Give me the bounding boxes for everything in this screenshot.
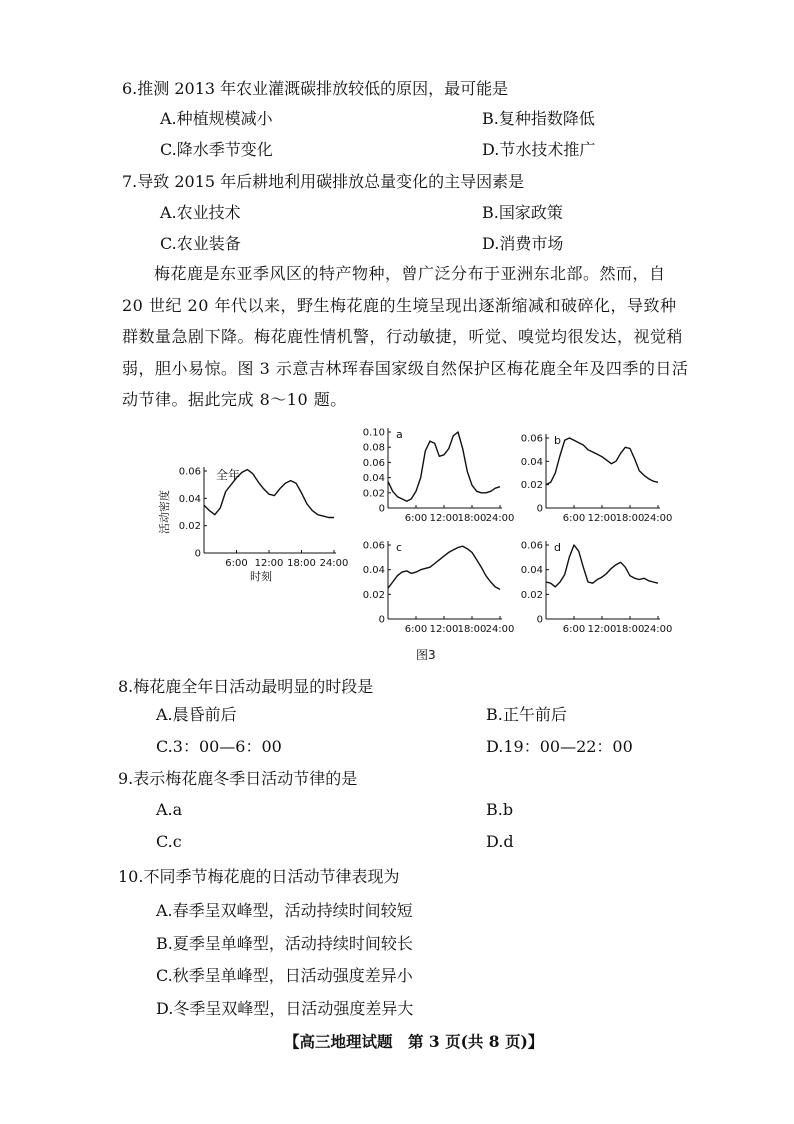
chart-annual-label: 全年 [216, 468, 241, 482]
chart-d-xtick-label: 6:00 [562, 624, 586, 635]
figure-3-charts [150, 420, 710, 650]
chart-a-label: a [396, 428, 403, 441]
chart-c-curve [388, 546, 500, 589]
chart-c-ytick-label: 0.04 [362, 565, 385, 577]
chart-b-curve [546, 438, 658, 485]
chart-annual-y-axis-title: 活动密度 [158, 490, 171, 534]
chart-c-ytick-label: 0.06 [362, 540, 385, 552]
q7-option-a[interactable]: A.农业技术 [160, 203, 241, 222]
chart-a-xtick-label: 24:00 [485, 513, 515, 524]
chart-d-curve [546, 545, 658, 587]
chart-d-ytick-label: 0.04 [520, 565, 543, 577]
chart-d-xtick-label: 12:00 [587, 624, 617, 635]
chart-annual-ytick-label: 0 [194, 548, 201, 560]
q10-stem: 10.不同季节梅花鹿的日活动节律表现为 [118, 867, 400, 886]
q10-option-c[interactable]: C.秋季呈单峰型，日活动强度差异小 [156, 966, 413, 985]
chart-b-ytick-label: 0.02 [520, 480, 543, 492]
chart-d-xtick-label: 24:00 [643, 624, 673, 635]
chart-a-ytick-label: 0.10 [362, 427, 385, 439]
passage-text: 梅花鹿是东亚季风区的特产物种，曾广泛分布于亚洲东北部。然而，自 20 世纪 20 年代以来，野生梅花鹿的生境呈现出逐渐缩减和破碎化，导致种群数量急剧下降。梅花鹿性情机警，行动敏捷，听觉、嗅觉均很发达，视觉稍弱，胆小易惊。图 3 示意吉林珲春国家级自然保护区梅花鹿全年及四季的日活动节律。据此完成 8～10 题。 [122, 264, 689, 409]
q9-option-c[interactable]: C.c [156, 832, 182, 851]
chart-b-xtick-label: 24:00 [643, 513, 673, 524]
q9-option-b[interactable]: B.b [486, 800, 514, 819]
chart-b-ytick-label: 0.04 [520, 456, 543, 468]
chart-c-xtick-label: 12:00 [429, 624, 459, 635]
chart-annual-xtick-label: 18:00 [287, 558, 316, 569]
q8-option-c[interactable]: C.3：00—6：00 [156, 737, 282, 756]
chart-a-ytick-label: 0.08 [362, 442, 385, 454]
chart-c-xtick-label: 18:00 [457, 624, 487, 635]
q10-option-b[interactable]: B.夏季呈单峰型，活动持续时间较长 [156, 934, 413, 953]
chart-a-xtick-label: 12:00 [429, 513, 459, 524]
chart-b-ytick-label: 0.06 [520, 433, 543, 445]
chart-annual-xtick-label: 24:00 [319, 558, 349, 569]
q10-option-a[interactable]: A.春季呈双峰型，活动持续时间较短 [156, 901, 413, 920]
chart-annual-x-axis-title: 时刻 [250, 570, 272, 583]
q6-option-d[interactable]: D.节水技术推广 [482, 140, 596, 159]
q6-stem: 6.推测 2013 年农业灌溉碳排放较低的原因，最可能是 [122, 79, 509, 98]
chart-annual-xtick-label: 6:00 [225, 558, 248, 569]
chart-annual-ytick-label: 0.04 [178, 493, 201, 505]
q9-option-a[interactable]: A.a [156, 800, 183, 819]
chart-annual-ytick-label: 0.06 [178, 466, 201, 478]
chart-a-curve [388, 432, 500, 501]
chart-b-xtick-label: 6:00 [562, 513, 586, 524]
chart-d-xtick-label: 18:00 [615, 624, 645, 635]
chart-a-xtick-label: 18:00 [457, 513, 487, 524]
q6-option-b[interactable]: B.复种指数降低 [482, 109, 595, 128]
q7-stem: 7.导致 2015 年后耕地利用碳排放总量变化的主导因素是 [122, 172, 525, 191]
chart-d-label: d [554, 541, 561, 554]
chart-annual-xtick-label: 12:00 [254, 558, 284, 569]
chart-b-ytick-label: 0 [536, 503, 543, 515]
chart-c-ytick-label: 0 [378, 614, 385, 626]
q7-option-b[interactable]: B.国家政策 [482, 203, 563, 222]
chart-annual-ytick-label: 0.02 [178, 521, 201, 533]
chart-b-label: b [554, 434, 561, 447]
chart-b-xtick-label: 18:00 [615, 513, 645, 524]
q8-option-d[interactable]: D.19：00—22：00 [486, 737, 633, 756]
chart-a-ytick-label: 0.04 [362, 473, 385, 485]
chart-d-ytick-label: 0.02 [520, 589, 543, 601]
q6-option-a[interactable]: A.种植规模减小 [160, 109, 273, 128]
q7-option-c[interactable]: C.农业装备 [160, 234, 241, 253]
figure-caption: 图3 [416, 648, 436, 662]
q6-option-c[interactable]: C.降水季节变化 [160, 140, 273, 159]
q7-option-d[interactable]: D.消费市场 [482, 234, 564, 253]
page-footer: 【高三地理试题 第 3 页(共 8 页)】 [284, 1032, 544, 1051]
q8-option-b[interactable]: B.正午前后 [486, 705, 567, 724]
q8-option-a[interactable]: A.晨昏前后 [156, 705, 237, 724]
chart-c-xtick-label: 6:00 [404, 624, 428, 635]
chart-d-ytick-label: 0 [536, 614, 543, 626]
chart-a-ytick-label: 0.06 [362, 457, 385, 469]
q9-stem: 9.表示梅花鹿冬季日活动节律的是 [118, 769, 358, 788]
chart-a-xtick-label: 6:00 [404, 513, 428, 524]
chart-d-ytick-label: 0.06 [520, 540, 543, 552]
q10-option-d[interactable]: D.冬季呈双峰型，日活动强度差异大 [156, 999, 414, 1018]
chart-c-xtick-label: 24:00 [485, 624, 515, 635]
q9-option-d[interactable]: D.d [486, 832, 514, 851]
q8-stem: 8.梅花鹿全年日活动最明显的时段是 [118, 677, 374, 696]
chart-c-label: c [396, 541, 403, 554]
chart-a-ytick-label: 0.02 [362, 488, 385, 500]
chart-c-ytick-label: 0.02 [362, 589, 385, 601]
chart-b-xtick-label: 12:00 [587, 513, 617, 524]
chart-a-ytick-label: 0 [378, 503, 385, 515]
